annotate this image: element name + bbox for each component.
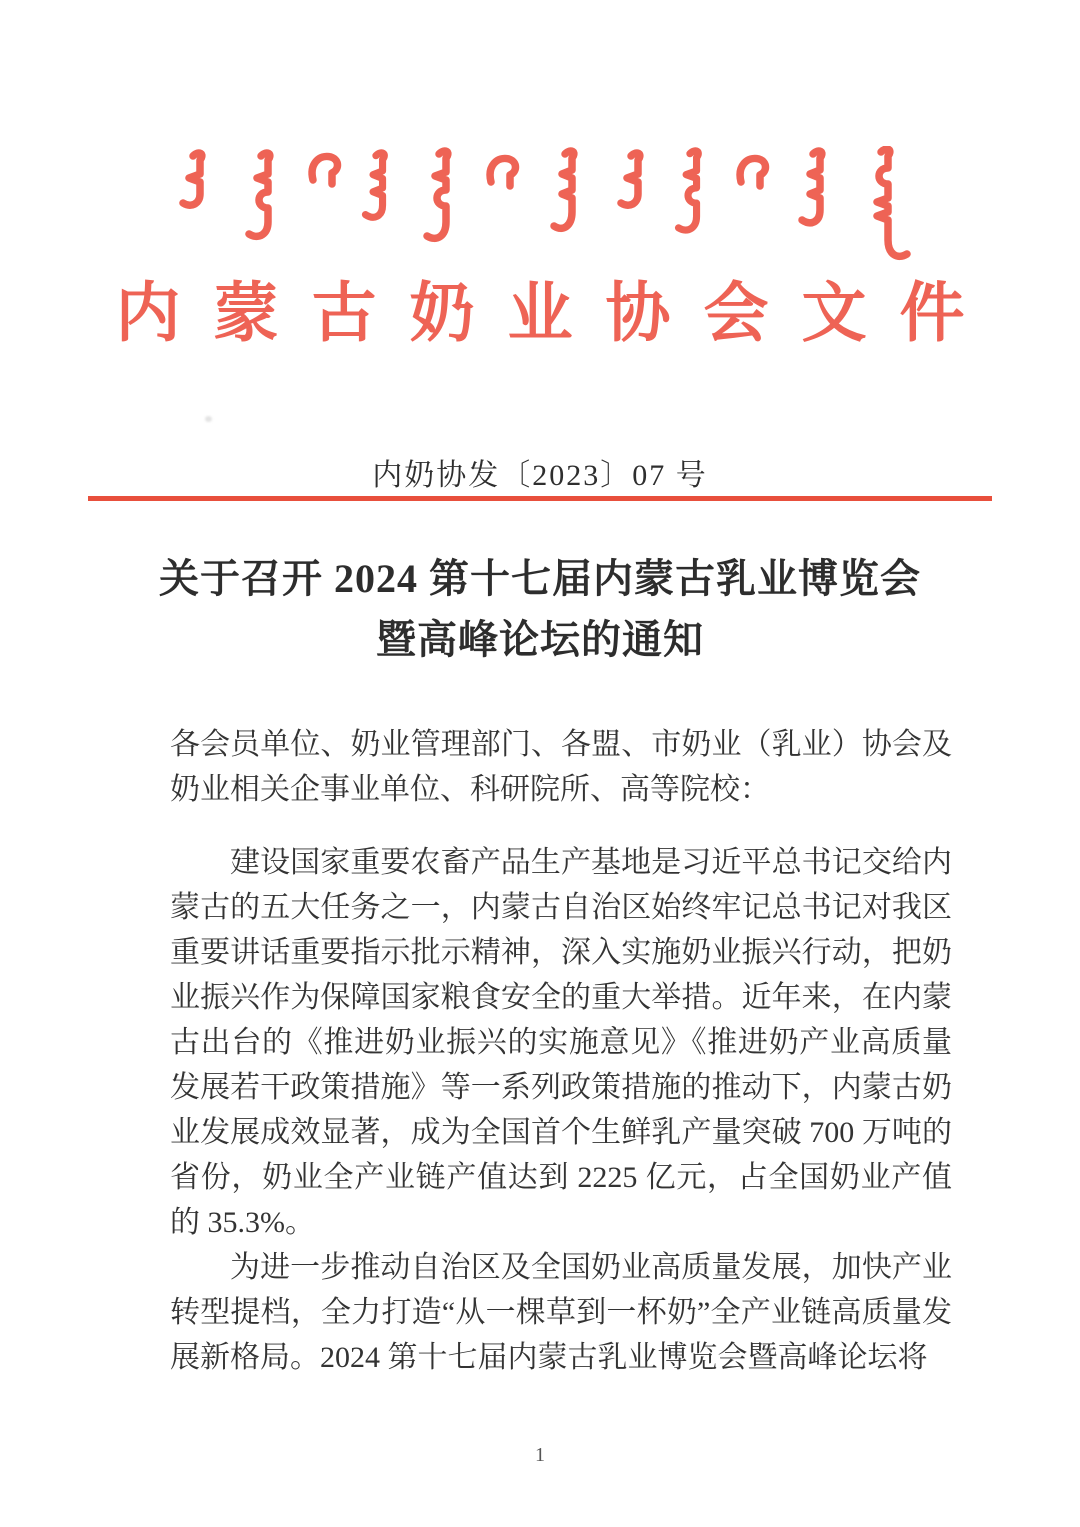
body-paragraph-2: 为进一步推动自治区及全国奶业高质量发展，加快产业转型提档，全力打造“从一棵草到一杯奶”全产业链高质量发展新格局。2024 第十七届内蒙古乳业博览会暨高峰论坛将 bbox=[170, 1251, 952, 1374]
page-number: 1 bbox=[535, 1444, 545, 1466]
salutation: 各会员单位、奶业管理部门、各盟、市奶业（乳业）协会及奶业相关企事业单位、科研院所、高等院校： bbox=[170, 728, 952, 806]
org-name-heading: 内蒙古奶业协会文件 bbox=[115, 278, 998, 350]
doc-title-line1: 关于召开 2024 第十七届内蒙古乳业博览会 bbox=[159, 556, 921, 601]
doc-number: 内奶协发〔2023〕07 号 bbox=[372, 459, 708, 492]
doc-title-line2: 暨高峰论坛的通知 bbox=[376, 617, 704, 662]
doc-body bbox=[170, 722, 952, 1380]
scan-artifact-dot bbox=[205, 416, 212, 422]
red-header-rule bbox=[88, 496, 992, 501]
body-paragraph-1: 建设国家重要农畜产品生产基地是习近平总书记交给内蒙古的五大任务之一，内蒙古自治区始终牢记总书记对我区重要讲话重要指示批示精神，深入实施奶业振兴行动，把奶业振兴作为保障国家粮食安全的重大举措。近年来，在内蒙古出台的《推进奶业振兴的实施意见》《推进奶产业高质量发展若干政策措施》等一系列政策措施的推动下，内蒙古奶业发展成效显著，成为全国首个生鲜乳产量突破 700 万吨的省份，奶业全产业链产值达到 2225 亿元，占全国奶业产值的 35.3%。 bbox=[170, 846, 952, 1239]
doc-title bbox=[90, 548, 990, 670]
mongolian-script-banner-icon bbox=[164, 146, 924, 276]
